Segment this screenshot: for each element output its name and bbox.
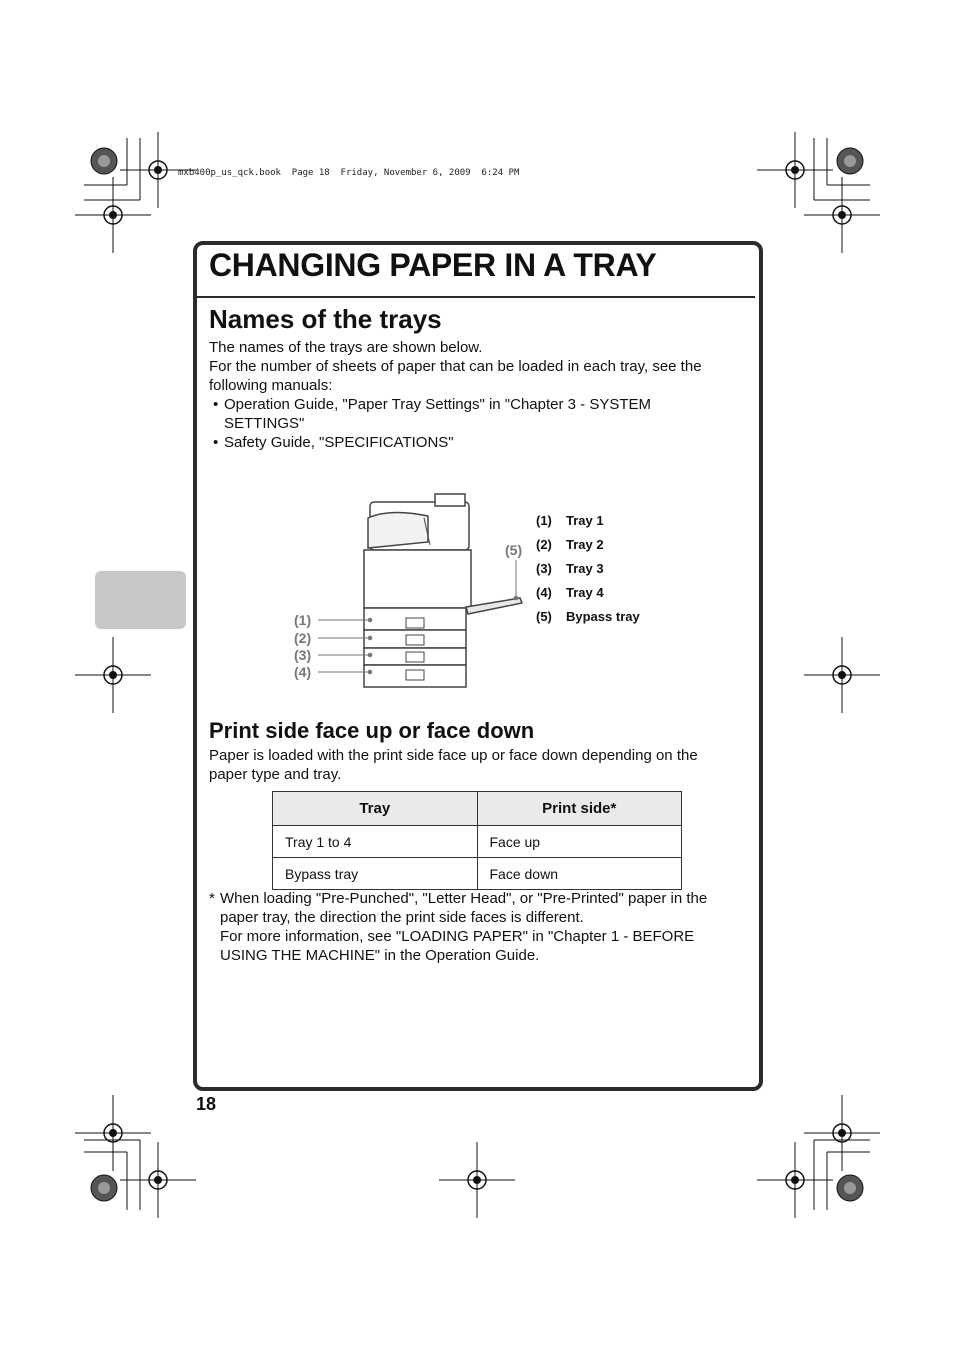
print-side-table: [272, 791, 682, 890]
section-heading: Names of the trays: [209, 304, 442, 334]
print-header: mxb400p_us_qck.book Page 18 Friday, November 6, 2009 6:24 PM: [178, 168, 520, 178]
legend-item: (4) Tray 4: [536, 585, 604, 600]
page-number: 18: [196, 1094, 217, 1114]
manual-list: [213, 395, 733, 452]
table-row: [273, 858, 682, 890]
callout-label-3: (3): [294, 647, 312, 663]
copier-illustration: [290, 490, 540, 695]
legend-item: (2) Tray 2: [536, 537, 604, 552]
print-side-text: Paper is loaded with the print side face up or face down depending on the paper type and tray.: [209, 747, 698, 783]
tray-legend: [536, 513, 640, 633]
table-header-row: [273, 792, 682, 826]
callout-label-4: (4): [294, 664, 312, 680]
page-title: CHANGING PAPER IN A TRAY: [209, 247, 657, 283]
table-cell: Bypass tray: [273, 858, 478, 890]
footnote-mark: *: [209, 890, 215, 907]
subsection-heading: Print side face up or face down: [209, 718, 535, 743]
legend-item: (3) Tray 3: [536, 561, 604, 576]
callout-label-1: (1): [294, 612, 312, 628]
intro-text: The names of the trays are shown below. For the number of sheets of paper that can be loaded in each tray, see the following manuals:: [209, 339, 702, 394]
list-item: • Safety Guide, "SPECIFICATIONS": [213, 434, 454, 451]
table-cell: Tray 1 to 4: [273, 826, 478, 858]
list-item: • Operation Guide, "Paper Tray Settings" in "Chapter 3 - SYSTEM SETTINGS": [213, 396, 652, 432]
legend-item: (1) Tray 1: [536, 513, 604, 528]
column-header: Print side*: [477, 792, 682, 826]
table-cell: Face up: [477, 826, 682, 858]
chapter-tab: [95, 571, 186, 629]
table-row: [273, 826, 682, 858]
callout-label-2: (2): [294, 630, 312, 646]
callout-label-5: (5): [505, 542, 523, 558]
column-header: Tray: [273, 792, 478, 826]
table-cell: Face down: [477, 858, 682, 890]
footnote: * When loading "Pre-Punched", "Letter Head", or "Pre-Printed" paper in the paper tray, the direction the print side faces is different. For more information, see "LOADING PAPER" in "Chapter 1 - BEFORE USING THE MACHINE" in the Operation Guide.: [209, 890, 708, 964]
legend-item: (5) Bypass tray: [536, 609, 640, 624]
